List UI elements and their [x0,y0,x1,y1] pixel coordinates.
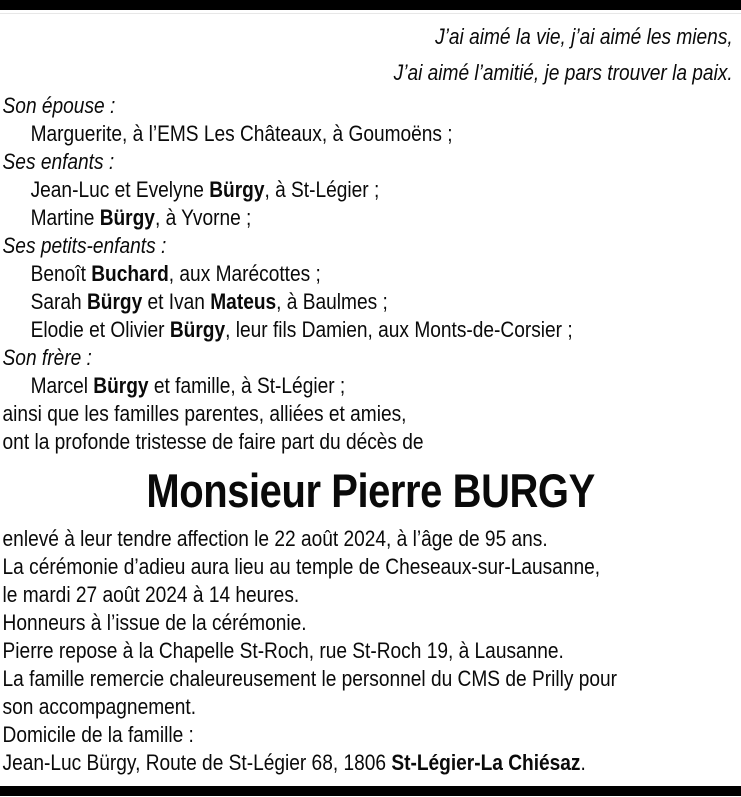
text-segment: , à St-Légier ; [264,177,380,202]
surname-bold-text: Bürgy [209,177,265,202]
text-line [3,693,741,721]
deceased-name-title: Monsieur Pierre BURGY [146,464,595,517]
text-segment: , leur fils Damien, aux Monts-de-Corsier ; [225,317,573,342]
text-line [3,260,741,288]
text-line [3,400,741,428]
text-segment: Ses enfants : [2,149,115,174]
surname-bold-text: Buchard [91,261,169,286]
text-segment: , à Yvorne ; [154,205,252,230]
text-line [3,204,741,232]
text-line [3,749,741,777]
text-segment: Domicile de la famille : [2,722,194,747]
text-segment: Benoît [30,261,92,286]
surname-bold-text: Bürgy [93,373,149,398]
text-segment: Jean-Luc et Evelyne [30,177,210,202]
text-line [3,637,741,665]
text-segment: , aux Marécottes ; [168,261,321,286]
text-segment: Sarah [30,289,87,314]
text-line [3,148,741,176]
text-line [0,59,733,86]
surname-bold-text: Bürgy [169,317,226,342]
text-segment: ainsi que les familles parentes, alliées et amies, [2,401,407,426]
text-segment: Jean-Luc Bürgy, Route de St-Légier 68, 1806 [2,750,392,775]
epitaph-quote [0,23,737,86]
text-segment: le mardi 27 août 2024 à 14 heures. [2,582,300,607]
text-segment: et Ivan [142,289,211,314]
text-segment: , à Baulmes ; [276,289,388,314]
text-line [3,176,741,204]
text-line [0,23,733,50]
text-line [3,344,741,372]
text-line [3,665,741,693]
text-segment: ont la profonde tristesse de faire part du décès de [2,429,424,454]
text-line [3,316,741,344]
bottom-border-bar [0,786,741,796]
surname-bold-text: Bürgy [86,289,143,314]
funeral-details-section [0,525,741,777]
text-segment: Marguerite, à l’EMS Les Châteaux, à Goumoëns ; [30,121,453,146]
notice-content [0,14,741,777]
text-segment: Pierre repose à la Chapelle St-Roch, rue St-Roch 19, à Lausanne. [2,638,564,663]
text-line [3,581,741,609]
text-segment: Honneurs à l’issue de la cérémonie. [2,610,307,635]
text-segment: J’ai aimé la vie, j’ai aimé les miens, [435,24,733,49]
text-line [3,525,741,553]
text-segment: Elodie et Olivier [30,317,170,342]
text-line [3,372,741,400]
text-segment: La famille remercie chaleureusement le personnel du CMS de Prilly pour [2,666,617,691]
family-announcement-section [0,92,741,456]
text-segment: Son épouse : [2,93,116,118]
text-segment: son accompagnement. [2,694,197,719]
surname-bold-text: Mateus [210,289,277,314]
text-segment: Ses petits-enfants : [2,233,167,258]
text-line [3,120,741,148]
surname-bold-text: Bürgy [99,205,155,230]
surname-bold-text: St-Légier-La Chiésaz [391,750,581,775]
top-border-bar [0,0,741,10]
text-line [3,232,741,260]
text-segment: J’ai aimé l’amitié, je pars trouver la paix. [393,60,733,85]
text-segment: enlevé à leur tendre affection le 22 août 2024, à l’âge de 95 ans. [2,526,548,551]
text-segment: Martine [30,205,100,230]
text-line [3,721,741,749]
text-line [3,288,741,316]
text-segment: La cérémonie d’adieu aura lieu au temple de Cheseaux-sur-Lausanne, [2,554,601,579]
text-segment: . [580,750,586,775]
text-line [3,92,741,120]
text-segment: Son frère : [2,345,92,370]
text-segment: et famille, à St-Légier ; [148,373,346,398]
text-line [3,428,741,456]
text-line [3,553,741,581]
text-segment: Marcel [30,373,94,398]
text-line [3,609,741,637]
